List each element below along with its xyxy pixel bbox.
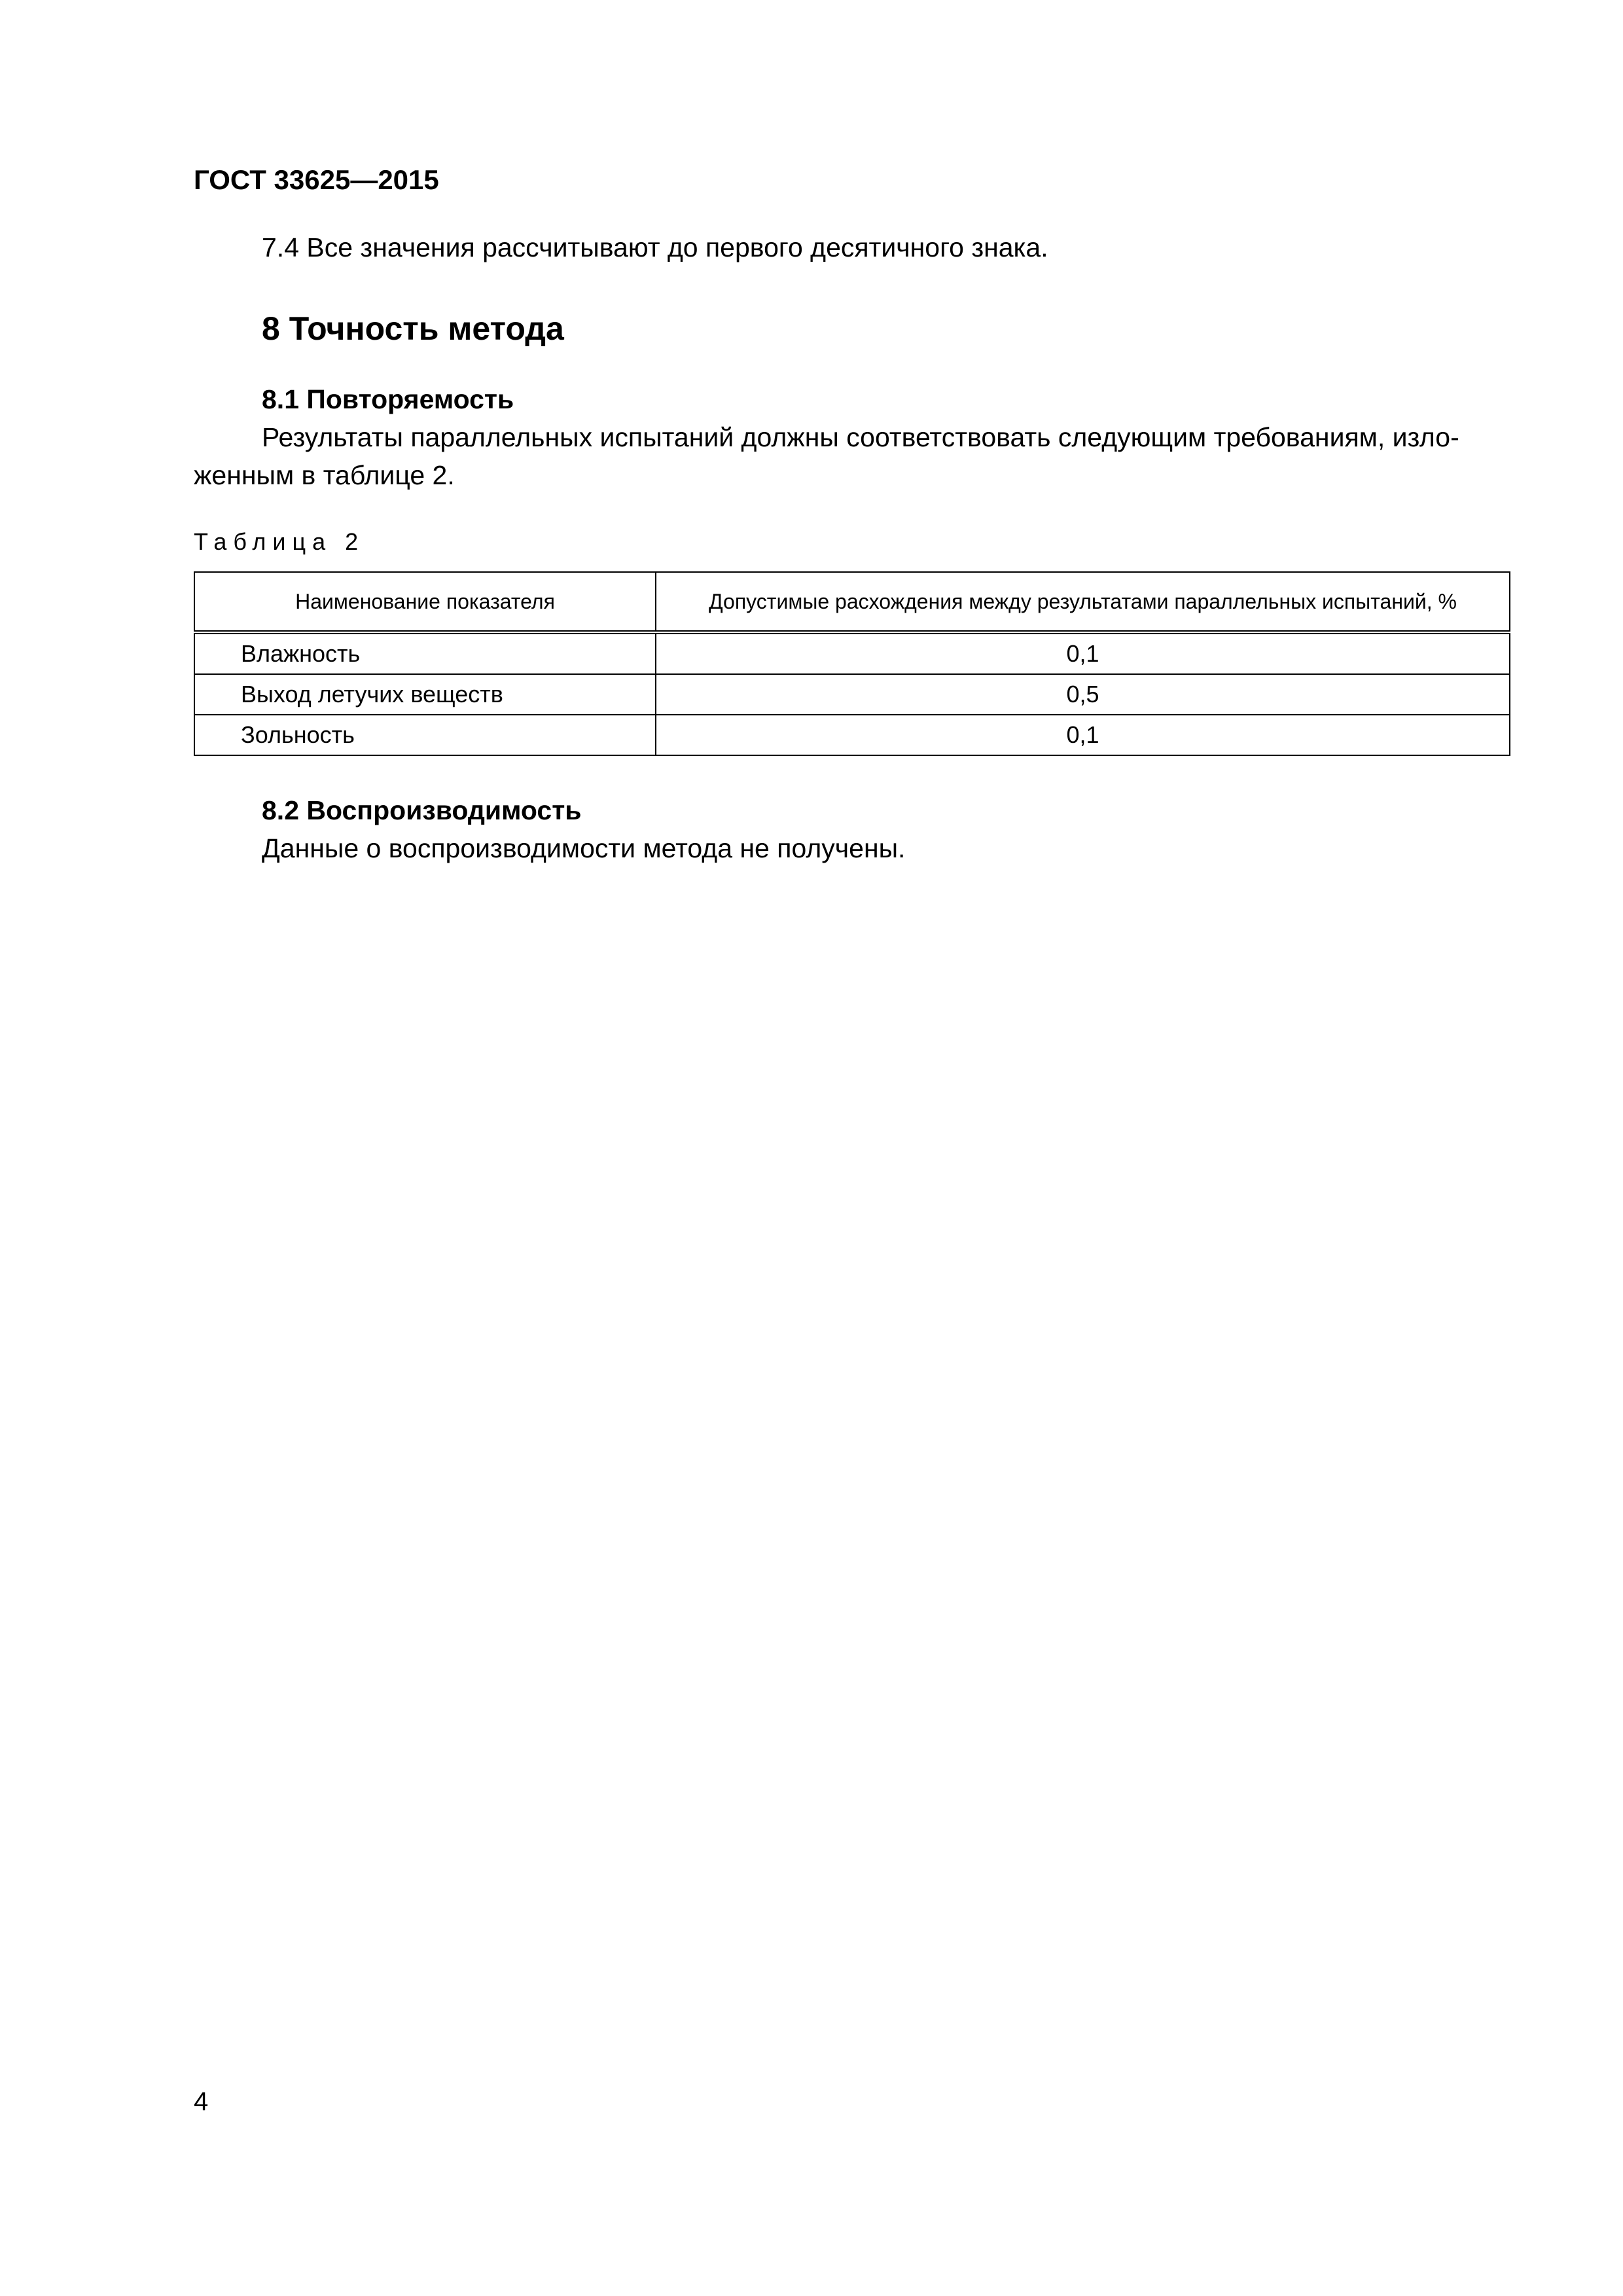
document-code: ГОСТ 33625—2015 xyxy=(194,164,439,195)
section-8-heading: 8 Точность метода xyxy=(262,310,564,347)
table-row xyxy=(194,632,1510,674)
paragraph-7-4: 7.4 Все значения рассчитывают до первого десятичного знака. xyxy=(262,232,1048,262)
table-cell-value: 0,5 xyxy=(656,674,1510,715)
table-cell-name: Выход летучих веществ xyxy=(194,674,656,715)
table-cell-name: Влажность xyxy=(194,632,656,674)
page-number: 4 xyxy=(194,2087,209,2116)
subsection-8-2-heading: 8.2 Воспроизводимость xyxy=(262,795,582,825)
table-caption: Таблица 2 xyxy=(194,528,365,555)
table-row xyxy=(194,715,1510,755)
table-cell-value: 0,1 xyxy=(656,715,1510,755)
table-cell-name: Зольность xyxy=(194,715,656,755)
table-cell-value: 0,1 xyxy=(656,632,1510,674)
table-row xyxy=(194,674,1510,715)
table-2 xyxy=(194,571,1510,756)
subsection-8-1-heading: 8.1 Повторяемость xyxy=(262,384,514,414)
subsection-8-1-text-line2: женным в таблице 2. xyxy=(194,460,455,490)
subsection-8-1-text xyxy=(194,419,1509,456)
table-header-cell: Наименование показателя xyxy=(194,572,656,632)
table-header-cell: Допустимые расхождения между результатами параллельных испытаний, % xyxy=(656,572,1510,632)
subsection-8-1-text-line1: Результаты параллельных испытаний должны соответствовать следующим требованиям, изло- xyxy=(262,422,1459,452)
subsection-8-2-text: Данные о воспроизводимости метода не получены. xyxy=(262,833,906,863)
table-header-row xyxy=(194,572,1510,632)
